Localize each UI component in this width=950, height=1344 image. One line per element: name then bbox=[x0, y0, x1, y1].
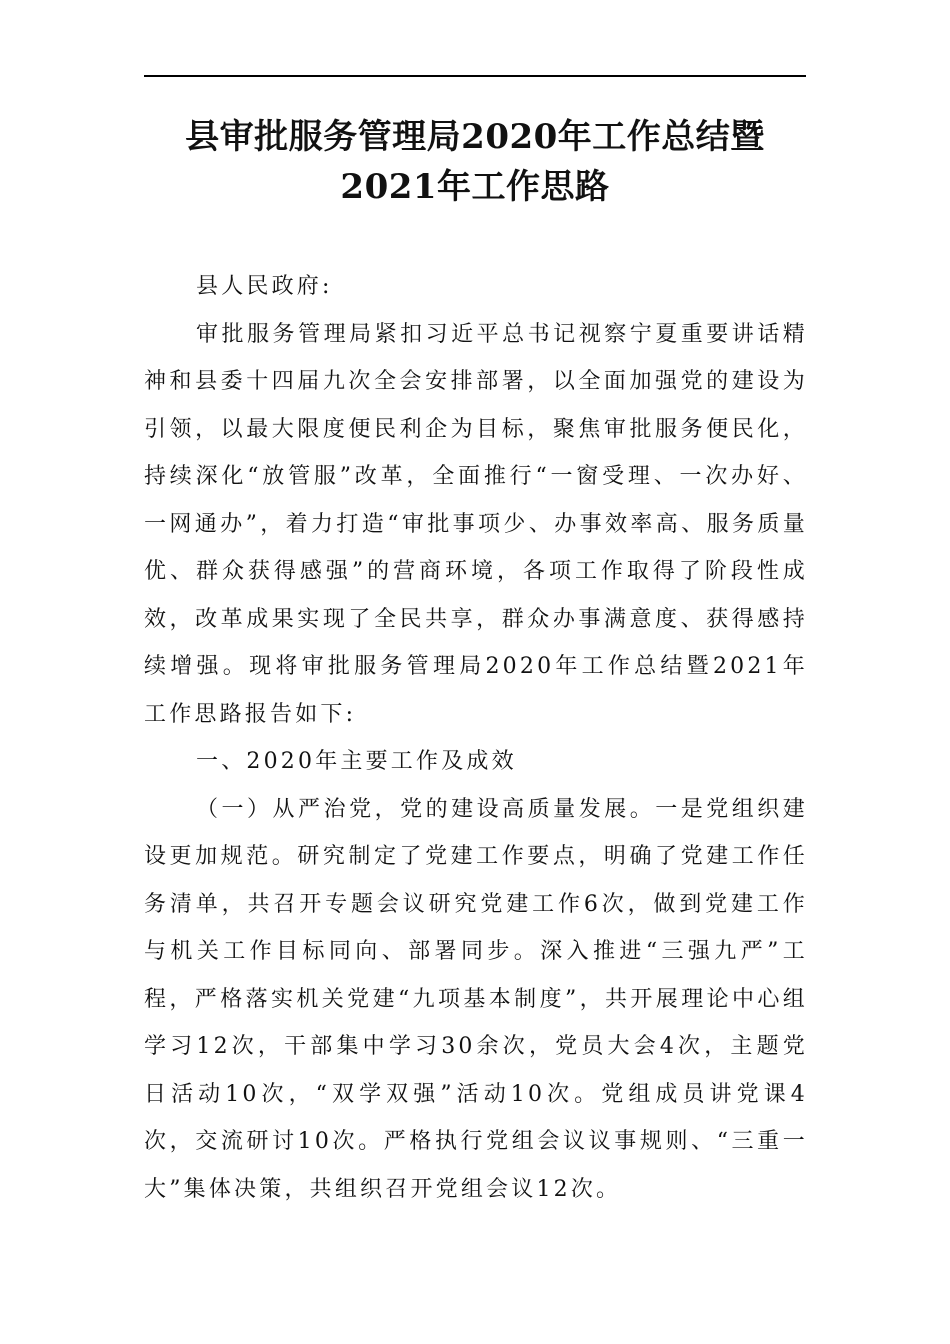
document-body bbox=[144, 263, 808, 1213]
paragraph-party-building: （一）从严治党，党的建设高质量发展。一是党组织建设更加规范。研究制定了党建工作要点，明确了党建工作任务清单，共召开专题会议研究党建工作6次，做到党建工作与机关工作目标同向、部署同步。深入推进“三强九严”工程，严格落实机关党建“九项基本制度”，共开展理论中心组学习12次，干部集中学习30余次，党员大会4次，主题党日活动10次，“双学双强”活动10次。党组成员讲党课4次，交流研讨10次。严格执行党组会议议事规则、“三重一大”集体决策，共组织召开党组会议12次。 bbox=[144, 796, 808, 1202]
paragraph-intro: 审批服务管理局紧扣习近平总书记视察宁夏重要讲话精神和县委十四届九次全会安排部署，以全面加强党的建设为引领，以最大限度便民利企为目标，聚焦审批服务便民化，持续深化“放管服”改革，全面推行“一窗受理、一次办好、一网通办”，着力打造“审批事项少、办事效率高、服务质量优、群众获得感强”的营商环境，各项工作取得了阶段性成效，改革成果实现了全民共享，群众办事满意度、获得感持续增强。现将审批服务管理局2020年工作总结暨2021年工作思路报告如下: bbox=[144, 321, 808, 727]
salutation: 县人民政府: bbox=[196, 274, 333, 299]
section-heading: 一、2020年主要工作及成效 bbox=[196, 749, 517, 774]
header-rule bbox=[144, 75, 806, 77]
document-title: 县审批服务管理局2020年工作总结暨2021年工作思路 bbox=[185, 117, 765, 207]
